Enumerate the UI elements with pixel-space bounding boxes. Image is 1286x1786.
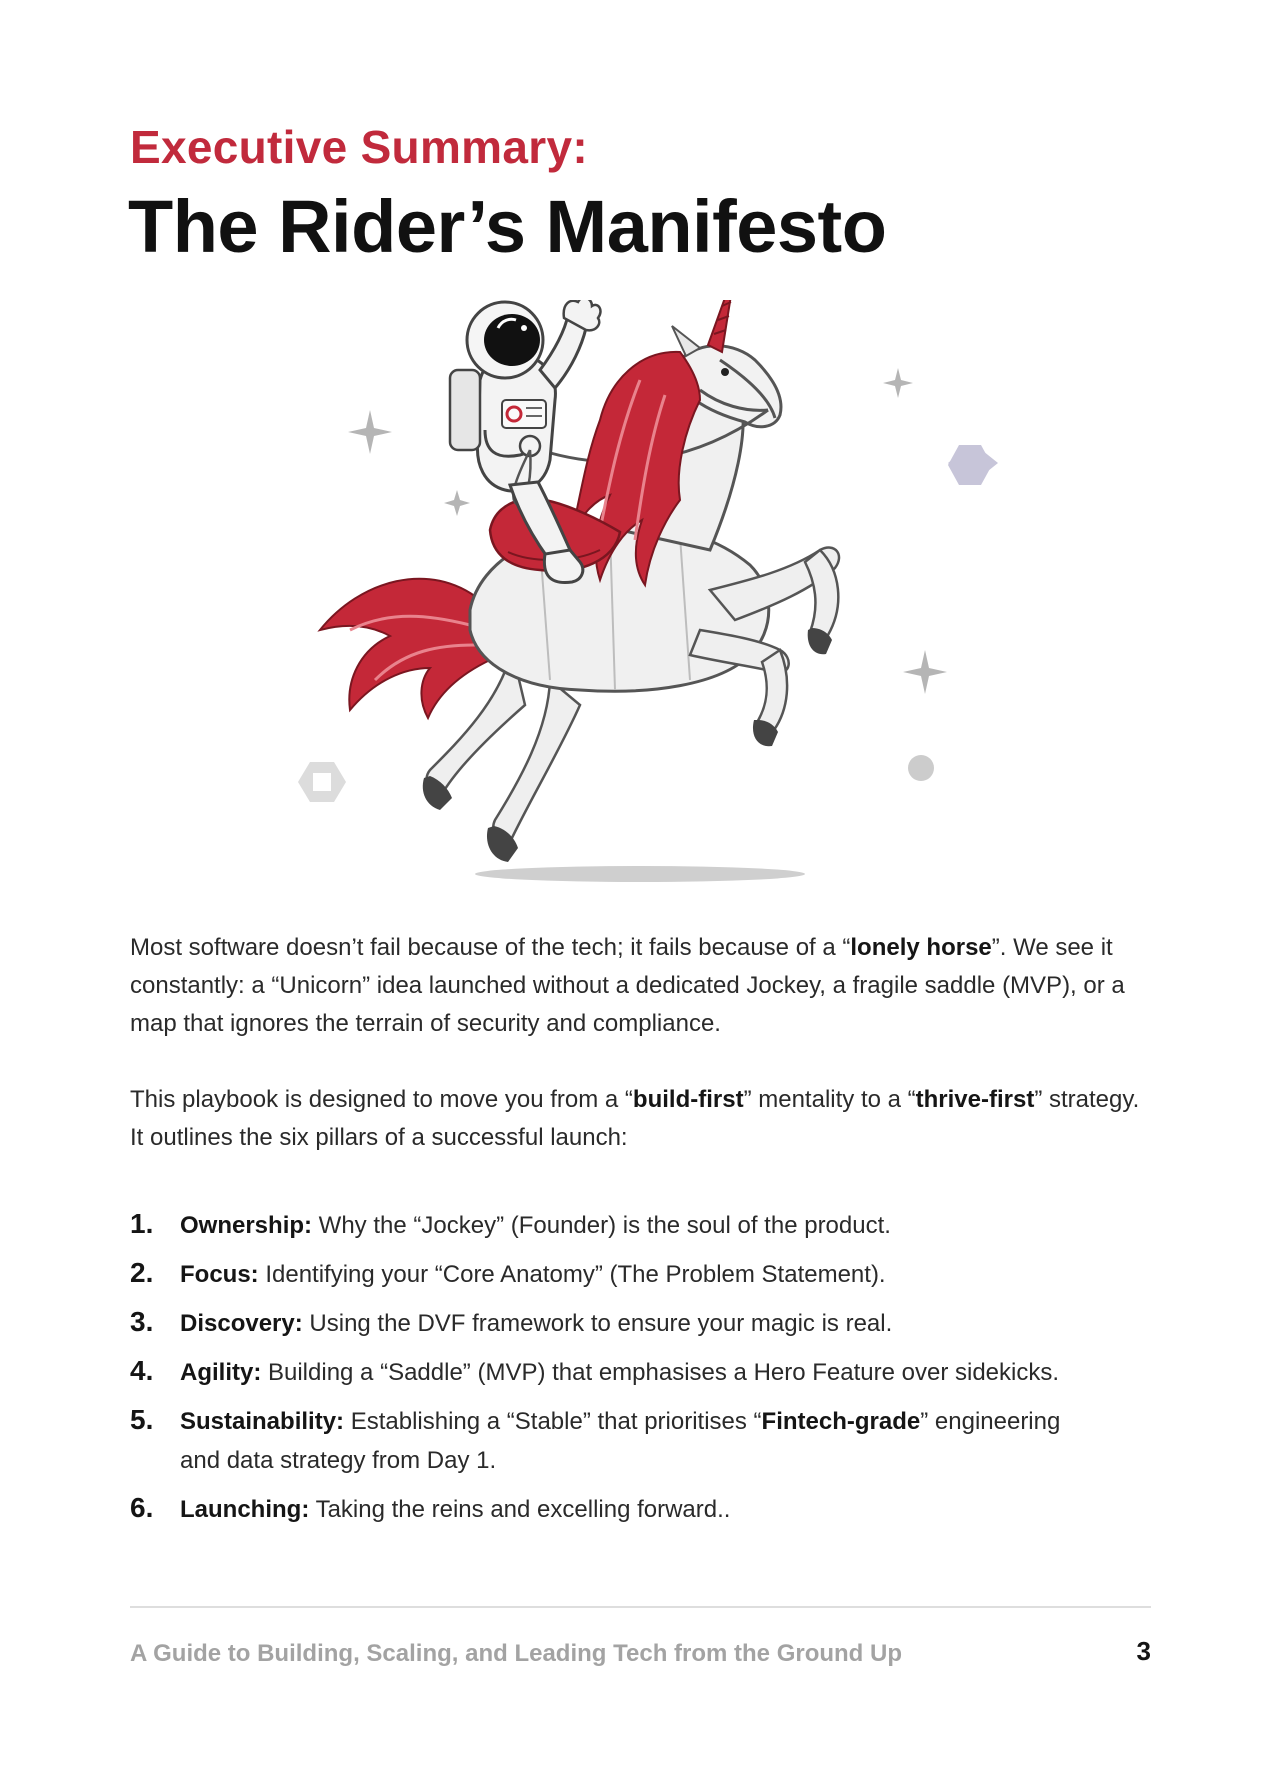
dot-icon [908, 755, 934, 781]
pillar-text: Why the “Jockey” (Founder) is the soul of the product. [312, 1212, 891, 1239]
astronaut-visor [484, 314, 540, 366]
pillar-text: Building a “Saddle” (MVP) that emphasises a Hero Feature over sidekicks. [261, 1359, 1060, 1386]
pillar-label: Launching: [180, 1496, 310, 1523]
astronaut-chest-panel [502, 400, 546, 428]
sparkle-icon [903, 650, 947, 694]
hexagon-icon [298, 762, 346, 802]
pillar-text-2: ” engineering and data strategy from Day 1. [180, 1408, 1061, 1474]
pillar-label: Agility: [180, 1359, 262, 1386]
pillar-label: Sustainability: [180, 1408, 345, 1435]
list-number: 5. [130, 1404, 154, 1435]
pillar-text: Taking the reins and excelling forward.. [309, 1496, 731, 1523]
list-item [130, 1402, 1090, 1480]
footer-book-title: A Guide to Building, Scaling, and Leading Tech from the Ground Up [130, 1640, 902, 1667]
playbook-text-1: This playbook is designed to move you from a “ [130, 1086, 633, 1113]
pillar-label: Ownership: [180, 1212, 313, 1239]
pillars-list [130, 1206, 1130, 1539]
astronaut-backpack [450, 370, 480, 450]
unicorn-eye [721, 368, 729, 376]
section-eyebrow: Executive Summary: [130, 121, 588, 173]
unicorn-horn [708, 300, 735, 352]
footer-divider [130, 1606, 1151, 1608]
playbook-bold-thrive-first: thrive-first [915, 1086, 1035, 1113]
list-number: 3. [130, 1306, 154, 1337]
page-title: The Rider’s Manifesto [128, 185, 887, 268]
intro-paragraph [130, 929, 1150, 1043]
list-number: 2. [130, 1257, 154, 1288]
list-item [130, 1353, 1130, 1392]
pillar-text: Using the DVF framework to ensure your magic is real. [302, 1310, 893, 1337]
list-number: 4. [130, 1355, 154, 1386]
intro-text-1: Most software doesn’t fail because of the tech; it fails because of a “ [130, 934, 851, 961]
playbook-text-3: ” strategy. It outlines the six pillars of a successful launch: [130, 1086, 1140, 1151]
sparkle-icon [348, 410, 392, 454]
pillar-label: Focus: [180, 1261, 259, 1288]
pillar-text: Identifying your “Core Anatomy” (The Problem Statement). [258, 1261, 886, 1288]
list-item [130, 1255, 1130, 1294]
astronaut-riding-unicorn-icon [280, 300, 1020, 900]
page-number: 3 [1136, 1636, 1151, 1666]
unicorn-tail [320, 579, 490, 718]
playbook-bold-build-first: build-first [632, 1086, 744, 1113]
pillar-label: Discovery: [180, 1310, 303, 1337]
pillar-text: Establishing a “Stable” that prioritises “ [344, 1408, 762, 1435]
list-item [130, 1206, 1130, 1245]
list-number: 1. [130, 1208, 154, 1239]
intro-text-2: ”. We see it constantly: a “Unicorn” idea launched without a dedicated Jockey, a fragile saddle (MVP), or a map that ignores the terrain of security and compliance. [130, 934, 1125, 1037]
sparkle-icon [883, 368, 913, 398]
pillar-bold-fintech-grade: Fintech-grade [761, 1408, 921, 1435]
playbook-paragraph [130, 1081, 1150, 1157]
sparkle-icon [444, 490, 470, 516]
list-number: 6. [130, 1492, 154, 1523]
list-item [130, 1304, 1130, 1343]
ground-shadow [475, 866, 805, 882]
intro-bold-lonely-horse: lonely horse [850, 934, 992, 961]
list-item [130, 1490, 1130, 1529]
playbook-text-2: ” mentality to a “ [743, 1086, 916, 1113]
